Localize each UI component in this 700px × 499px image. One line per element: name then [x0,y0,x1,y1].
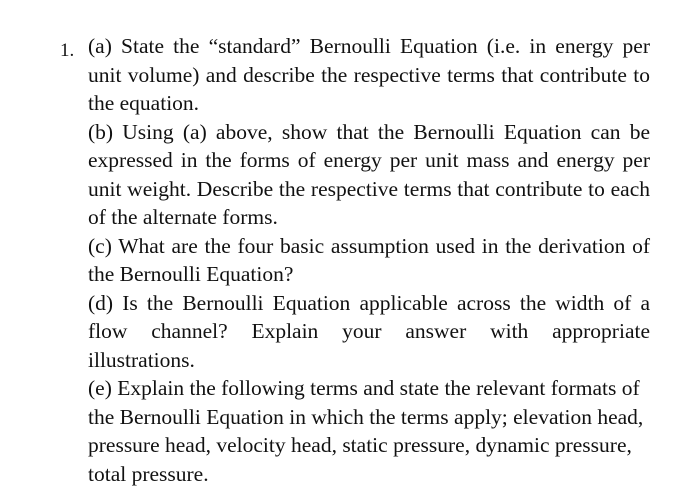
question-part-e: (e) Explain the following terms and state the relevant formats of the Bernoulli Equation in which the terms apply; elevation head, pressure head, velocity head, static pressure, dynamic pressure, total pressure. [88,376,644,486]
question-part-c: (c) What are the four basic assumption used in the derivation of the Bernoulli Equation? [88,233,650,286]
question-part-a: (a) State the “standard” Bernoulli Equation (i.e. in energy per unit volume) and describe the respective terms that contribute to the equation. [88,34,650,115]
question-body [88,32,650,488]
question-number: 1. [60,40,75,61]
question-part-b: (b) Using (a) above, show that the Bernoulli Equation can be expressed in the forms of energy per unit mass and energy per unit weight. Describe the respective terms that contribute to each of the alternate forms. [88,119,650,229]
question-part-d: (d) Is the Bernoulli Equation applicable across the width of a flow channel? Explain your answer with appropriate illustrations. [88,290,650,372]
